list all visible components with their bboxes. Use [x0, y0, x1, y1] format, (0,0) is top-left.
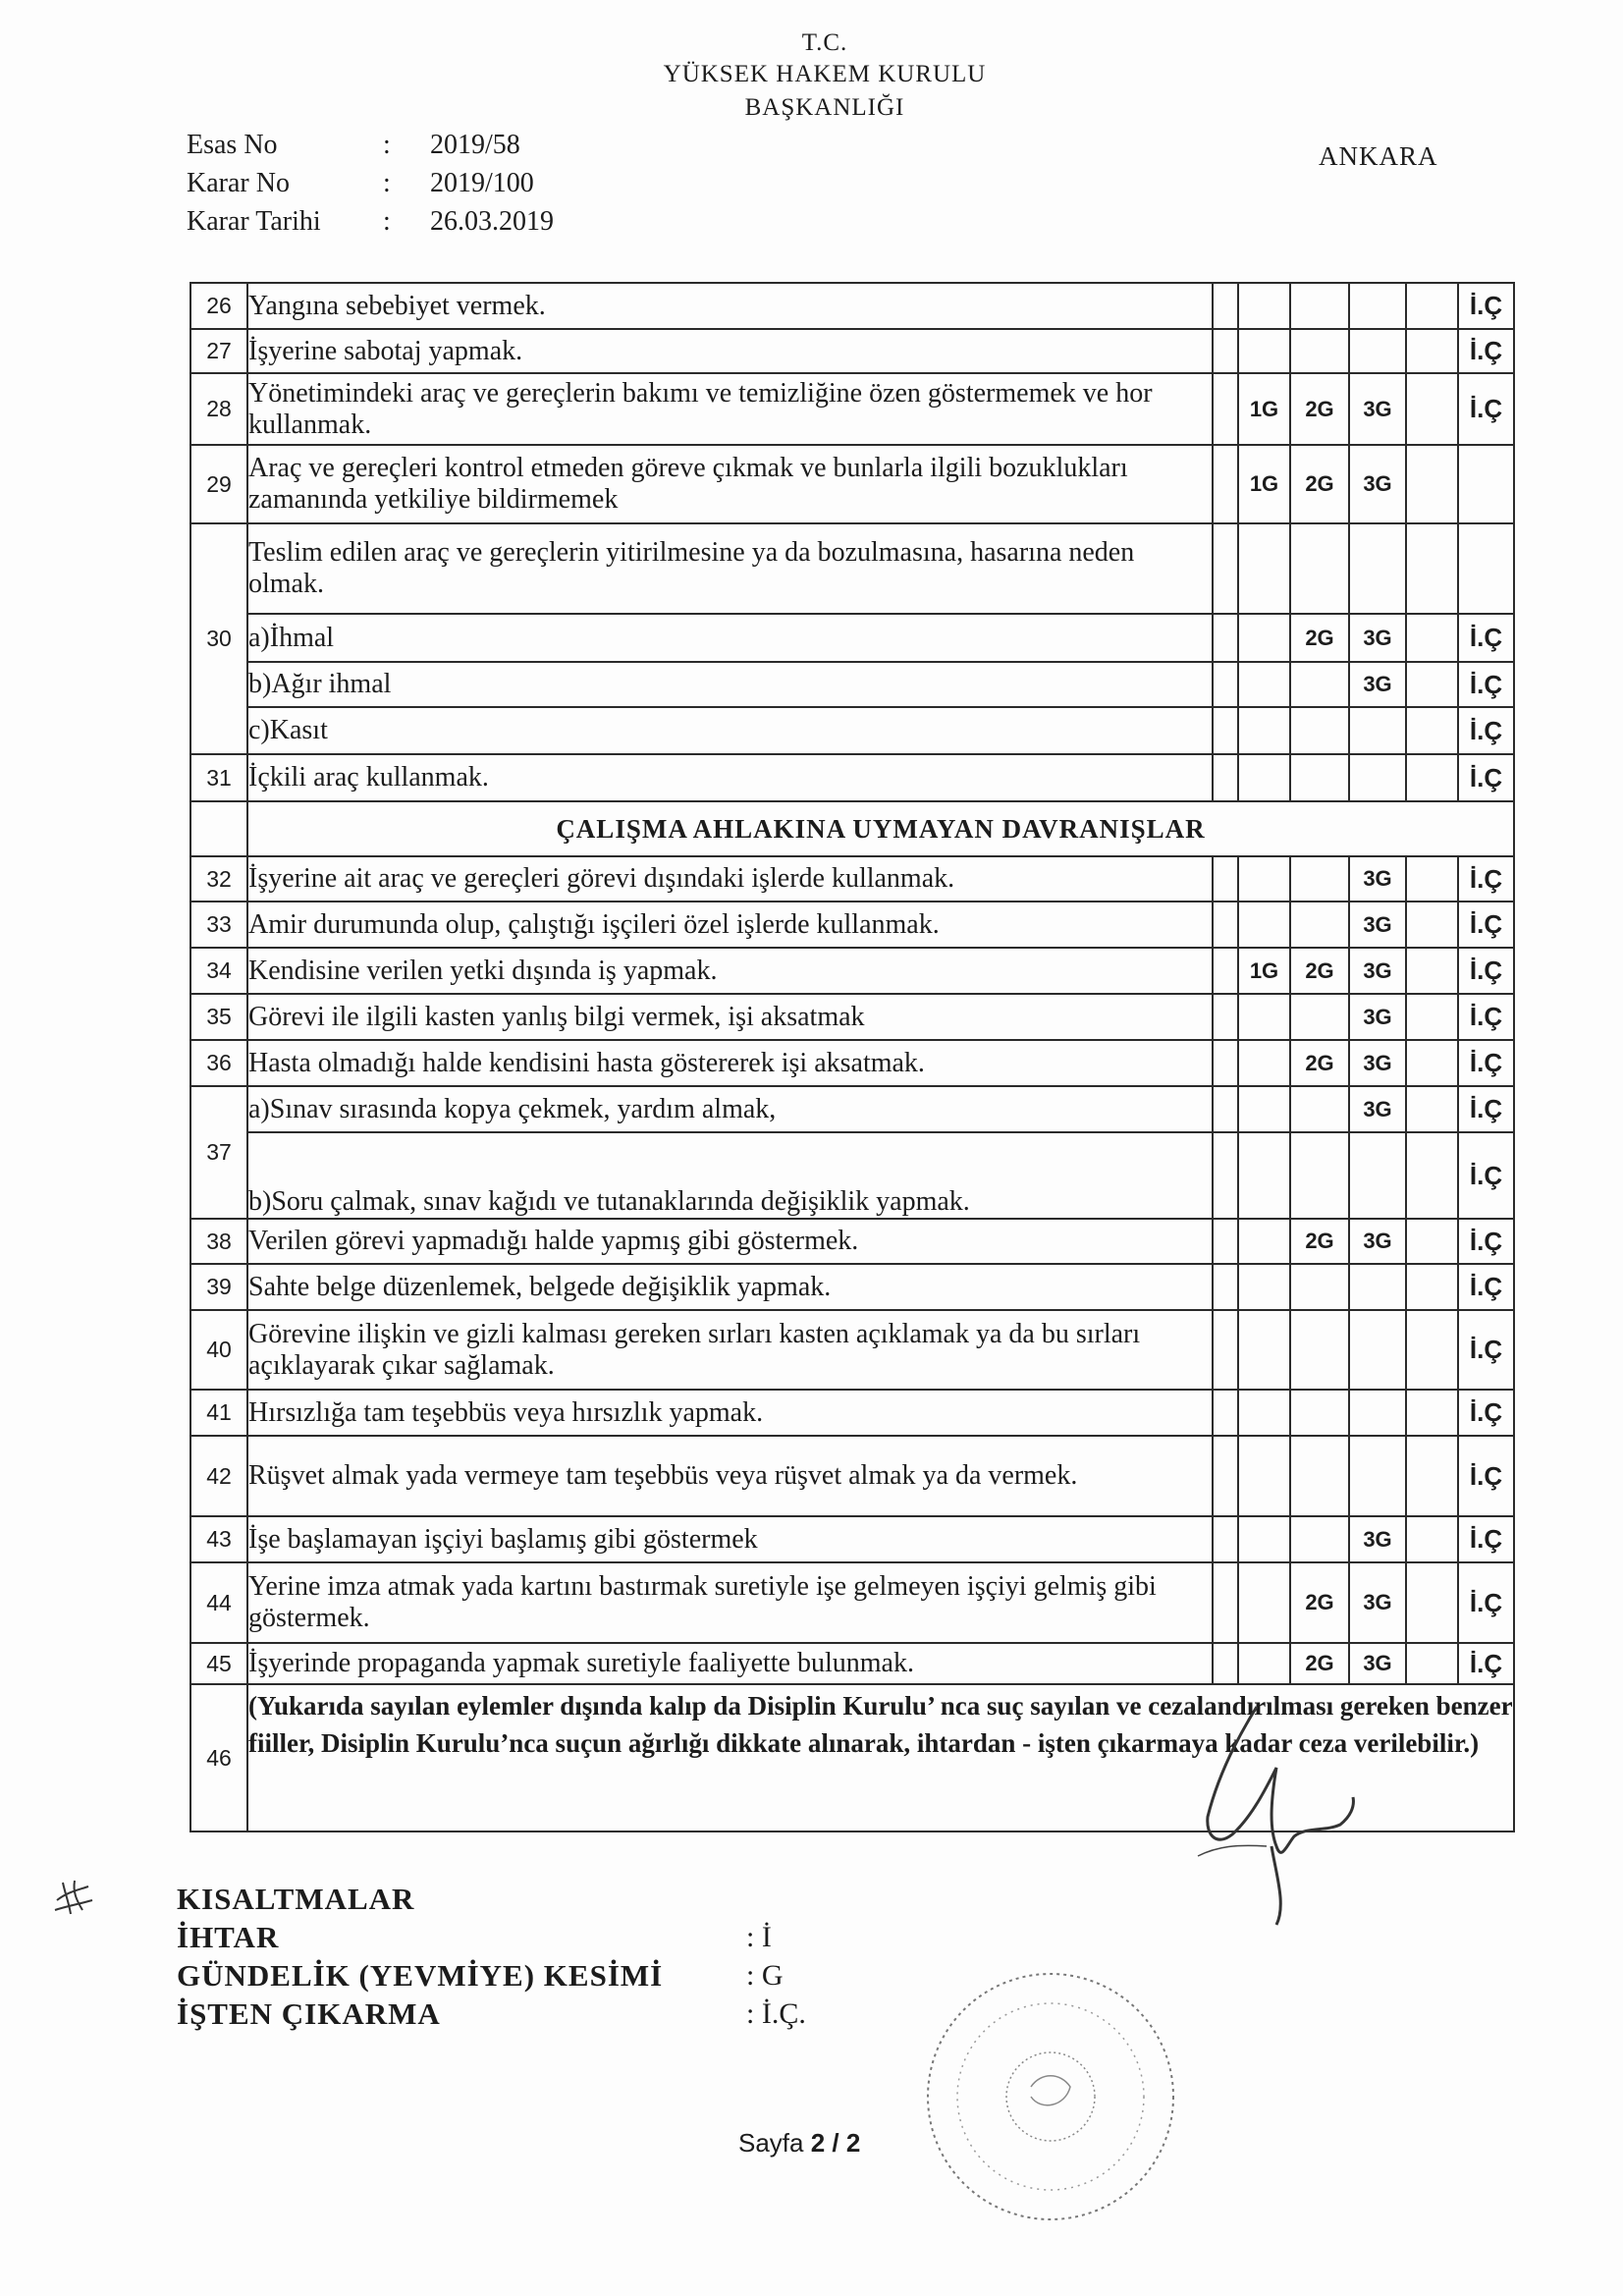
penalty-ic: İ.Ç	[1458, 1516, 1514, 1562]
row-text: Görevine ilişkin ve gizli kalması gereken sırları kasten açıklamak ya da bu sırları açıklayarak çıkar sağlamak.	[247, 1310, 1213, 1390]
penalty-ic: İ.Ç	[1458, 329, 1514, 373]
page-number: 2 / 2	[810, 2128, 861, 2158]
penalty-ic: İ.Ç	[1458, 902, 1514, 948]
table-row	[190, 707, 1514, 754]
table-row	[190, 523, 1514, 614]
penalty-ic: İ.Ç	[1458, 754, 1514, 801]
meta-sep: :	[383, 130, 391, 160]
table-row	[190, 1219, 1514, 1264]
penalty-1g	[1238, 1436, 1290, 1516]
penalty-1g	[1238, 1219, 1290, 1264]
row-text: Hırsızlığa tam teşebbüs veya hırsızlık yapmak.	[247, 1390, 1213, 1436]
penalty-1g	[1238, 994, 1290, 1040]
abbreviation-label: GÜNDELİK (YEVMİYE) KESİMİ	[177, 1958, 664, 1993]
penalty-1g	[1238, 707, 1290, 754]
signature-icon	[1178, 1699, 1375, 1935]
penalty-ic: İ.Ç	[1458, 1086, 1514, 1132]
section-row	[190, 801, 1514, 856]
penalty-1g	[1238, 1132, 1290, 1219]
official-stamp-icon	[903, 1949, 1198, 2244]
penalty-3g: 3G	[1349, 1086, 1406, 1132]
meta-row-esas	[187, 126, 554, 164]
meta-value: 2019/58	[430, 130, 520, 160]
penalty-3g: 3G	[1349, 1516, 1406, 1562]
penalty-3g	[1349, 1264, 1406, 1310]
penalty-3g	[1349, 329, 1406, 373]
header-city: ANKARA	[1319, 141, 1438, 171]
row-text: a)İhmal	[247, 614, 1213, 662]
penalty-3g: 3G	[1349, 662, 1406, 707]
penalty-2g: 2G	[1290, 1562, 1349, 1643]
penalty-ic	[1458, 523, 1514, 614]
penalty-ic: İ.Ç	[1458, 1219, 1514, 1264]
row-number: 36	[190, 1040, 247, 1086]
table-row	[190, 1643, 1514, 1684]
penalty-1g: 1G	[1238, 445, 1290, 523]
meta-sep: :	[383, 206, 391, 237]
penalty-ic: İ.Ç	[1458, 1562, 1514, 1643]
penalty-2g	[1290, 1516, 1349, 1562]
penalty-2g: 2G	[1290, 445, 1349, 523]
penalty-2g	[1290, 1390, 1349, 1436]
abbreviation-value: : G	[746, 1959, 784, 1992]
penalty-ic: İ.Ç	[1458, 1040, 1514, 1086]
table-row	[190, 283, 1514, 329]
table-row	[190, 1562, 1514, 1643]
row-text: İçkili araç kullanmak.	[247, 754, 1213, 801]
penalty-3g: 3G	[1349, 445, 1406, 523]
penalty-2g	[1290, 523, 1349, 614]
row-text: İşyerine ait araç ve gereçleri görevi dışındaki işlerde kullanmak.	[247, 856, 1213, 902]
meta-label: Karar No	[187, 168, 290, 198]
penalty-1g	[1238, 754, 1290, 801]
row-number: 40	[190, 1310, 247, 1390]
penalty-2g	[1290, 1264, 1349, 1310]
row-text: Hasta olmadığı halde kendisini hasta göstererek işi aksatmak.	[247, 1040, 1213, 1086]
table-row	[190, 1436, 1514, 1516]
penalty-2g: 2G	[1290, 373, 1349, 445]
row-number: 33	[190, 902, 247, 948]
table-row	[190, 445, 1514, 523]
row-text: Amir durumunda olup, çalıştığı işçileri özel işlerde kullanmak.	[247, 902, 1213, 948]
header-presidency: BAŞKANLIĞI	[744, 94, 905, 121]
row-text: c)Kasıt	[247, 707, 1213, 754]
penalty-2g	[1290, 707, 1349, 754]
row-text: Araç ve gereçleri kontrol etmeden göreve çıkmak ve bunlarla ilgili bozuklukları zamanında yetkiliye bildirmemek	[247, 445, 1213, 523]
meta-label: Karar Tarihi	[187, 206, 321, 237]
penalty-2g	[1290, 754, 1349, 801]
meta-value: 26.03.2019	[430, 206, 554, 237]
meta-sep: :	[383, 168, 391, 198]
row-number: 37	[190, 1086, 247, 1219]
abbreviations-block	[177, 1880, 663, 2033]
penalty-3g: 3G	[1349, 1040, 1406, 1086]
row-text: Yangına sebebiyet vermek.	[247, 283, 1213, 329]
table-row	[190, 754, 1514, 801]
penalty-1g	[1238, 1310, 1290, 1390]
penalty-1g	[1238, 1516, 1290, 1562]
penalty-ic: İ.Ç	[1458, 707, 1514, 754]
penalty-2g	[1290, 1310, 1349, 1390]
penalty-2g	[1290, 994, 1349, 1040]
penalty-2g	[1290, 902, 1349, 948]
penalty-ic: İ.Ç	[1458, 1436, 1514, 1516]
closing-note: (Yukarıda sayılan eylemler dışında kalıp da Disiplin Kurulu’ nca suç sayılan ve cezalandırılması gereken benzer fiiller, Disiplin Kurulu’nca suçun ağırlığı dikkate alınarak, ihtardan - işten çıkarmaya kadar ceza verilebilir.)	[247, 1684, 1514, 1831]
penalty-1g	[1238, 1643, 1290, 1684]
penalty-ic: İ.Ç	[1458, 1310, 1514, 1390]
penalty-2g: 2G	[1290, 1643, 1349, 1684]
penalty-2g	[1290, 283, 1349, 329]
row-text: Yerine imza atmak yada kartını bastırmak suretiyle işe gelmeyen işçiyi gelmiş gibi göstermek.	[247, 1562, 1213, 1643]
row-number: 35	[190, 994, 247, 1040]
row-text: Rüşvet almak yada vermeye tam teşebbüs veya rüşvet almak ya da vermek.	[247, 1436, 1213, 1516]
row-number: 42	[190, 1436, 247, 1516]
row-number: 43	[190, 1516, 247, 1562]
penalty-3g	[1349, 283, 1406, 329]
header-institution: YÜKSEK HAKEM KURULU	[663, 61, 987, 87]
case-meta	[187, 126, 554, 241]
row-number: 29	[190, 445, 247, 523]
discipline-table	[189, 282, 1515, 1832]
table-row	[190, 1516, 1514, 1562]
header-tc: T.C.	[801, 29, 848, 56]
penalty-1g	[1238, 1264, 1290, 1310]
row-text: Yönetimindeki araç ve gereçlerin bakımı ve temizliğine özen göstermemek ve hor kullanmak.	[247, 373, 1213, 445]
row-number: 27	[190, 329, 247, 373]
meta-row-tarih	[187, 202, 554, 241]
row-text: Sahte belge düzenlemek, belgede değişiklik yapmak.	[247, 1264, 1213, 1310]
penalty-2g	[1290, 1436, 1349, 1516]
page-footer-prefix: Sayfa	[738, 2128, 811, 2158]
row-text: İşyerine sabotaj yapmak.	[247, 329, 1213, 373]
row-text: Görevi ile ilgili kasten yanlış bilgi vermek, işi aksatmak	[247, 994, 1213, 1040]
penalty-1g	[1238, 662, 1290, 707]
penalty-1g	[1238, 856, 1290, 902]
penalty-ic: İ.Ç	[1458, 614, 1514, 662]
penalty-ic: İ.Ç	[1458, 948, 1514, 994]
table-row	[190, 948, 1514, 994]
table-row	[190, 1310, 1514, 1390]
table-row	[190, 1264, 1514, 1310]
penalty-1g	[1238, 614, 1290, 662]
penalty-1g	[1238, 1390, 1290, 1436]
penalty-3g	[1349, 1390, 1406, 1436]
penalty-ic: İ.Ç	[1458, 373, 1514, 445]
penalty-3g: 3G	[1349, 373, 1406, 445]
table-row	[190, 1086, 1514, 1132]
row-text: b)Soru çalmak, sınav kağıdı ve tutanaklarında değişiklik yapmak.	[247, 1132, 1213, 1219]
penalty-ic: İ.Ç	[1458, 1643, 1514, 1684]
penalty-2g: 2G	[1290, 1040, 1349, 1086]
table-row	[190, 1040, 1514, 1086]
penalty-3g	[1349, 523, 1406, 614]
row-number: 45	[190, 1643, 247, 1684]
penalty-2g: 2G	[1290, 614, 1349, 662]
penalty-3g: 3G	[1349, 1219, 1406, 1264]
penalty-3g	[1349, 1436, 1406, 1516]
row-number: 28	[190, 373, 247, 445]
penalty-3g	[1349, 1132, 1406, 1219]
penalty-2g	[1290, 856, 1349, 902]
penalty-1g	[1238, 1562, 1290, 1643]
penalty-1g	[1238, 523, 1290, 614]
section-title: ÇALIŞMA AHLAKINA UYMAYAN DAVRANIŞLAR	[247, 801, 1514, 856]
penalty-2g	[1290, 1132, 1349, 1219]
row-text: b)Ağır ihmal	[247, 662, 1213, 707]
penalty-ic: İ.Ç	[1458, 994, 1514, 1040]
table-row	[190, 614, 1514, 662]
penalty-ic: İ.Ç	[1458, 283, 1514, 329]
abbreviations-title: KISALTMALAR	[177, 1882, 415, 1916]
penalty-3g: 3G	[1349, 614, 1406, 662]
penalty-ic: İ.Ç	[1458, 1390, 1514, 1436]
row-number: 41	[190, 1390, 247, 1436]
abbreviation-value: : İ	[746, 1921, 772, 1953]
abbreviation-values	[746, 1918, 806, 2033]
table-row	[190, 329, 1514, 373]
penalty-ic: İ.Ç	[1458, 1264, 1514, 1310]
row-number: 31	[190, 754, 247, 801]
penalty-1g: 1G	[1238, 948, 1290, 994]
penalty-3g	[1349, 1310, 1406, 1390]
penalty-3g: 3G	[1349, 1643, 1406, 1684]
meta-value: 2019/100	[430, 168, 534, 198]
row-number: 30	[190, 523, 247, 754]
penalty-3g: 3G	[1349, 948, 1406, 994]
penalty-ic: İ.Ç	[1458, 856, 1514, 902]
row-number: 38	[190, 1219, 247, 1264]
penalty-3g	[1349, 707, 1406, 754]
penalty-3g: 3G	[1349, 856, 1406, 902]
penalty-1g	[1238, 902, 1290, 948]
table-row	[190, 902, 1514, 948]
penalty-ic: İ.Ç	[1458, 662, 1514, 707]
row-number: 34	[190, 948, 247, 994]
row-number: 26	[190, 283, 247, 329]
row-number: 46	[190, 1684, 247, 1831]
penalty-2g	[1290, 1086, 1349, 1132]
row-text: a)Sınav sırasında kopya çekmek, yardım almak,	[247, 1086, 1213, 1132]
penalty-1g	[1238, 1040, 1290, 1086]
penalty-ic: İ.Ç	[1458, 1132, 1514, 1219]
penalty-2g: 2G	[1290, 1219, 1349, 1264]
row-number: 44	[190, 1562, 247, 1643]
meta-row-karar	[187, 164, 554, 202]
abbreviation-label: İHTAR	[177, 1920, 280, 1954]
page-footer	[738, 2128, 860, 2159]
row-text: İşe başlamayan işçiyi başlamış gibi göstermek	[247, 1516, 1213, 1562]
penalty-1g	[1238, 329, 1290, 373]
penalty-3g: 3G	[1349, 994, 1406, 1040]
penalty-3g	[1349, 754, 1406, 801]
table-row	[190, 1132, 1514, 1219]
row-text: Teslim edilen araç ve gereçlerin yitirilmesine ya da bozulmasına, hasarına neden olmak.	[247, 523, 1213, 614]
abbreviation-label: İŞTEN ÇIKARMA	[177, 1996, 441, 2031]
row-text: Verilen görevi yapmadığı halde yapmış gibi göstermek.	[247, 1219, 1213, 1264]
penalty-1g	[1238, 1086, 1290, 1132]
table-row	[190, 856, 1514, 902]
penalty-3g: 3G	[1349, 902, 1406, 948]
meta-label: Esas No	[187, 130, 278, 160]
row-text: İşyerinde propaganda yapmak suretiyle faaliyette bulunmak.	[247, 1643, 1213, 1684]
penalty-1g	[1238, 283, 1290, 329]
penalty-1g: 1G	[1238, 373, 1290, 445]
initial-mark-icon	[49, 1871, 98, 1920]
row-number: 39	[190, 1264, 247, 1310]
table-row	[190, 1390, 1514, 1436]
penalty-ic	[1458, 445, 1514, 523]
penalty-3g: 3G	[1349, 1562, 1406, 1643]
row-text: Kendisine verilen yetki dışında iş yapmak.	[247, 948, 1213, 994]
abbreviation-value: : İ.Ç.	[746, 1997, 806, 2030]
row-number: 32	[190, 856, 247, 902]
table-row	[190, 662, 1514, 707]
table-row	[190, 994, 1514, 1040]
penalty-2g	[1290, 329, 1349, 373]
table-row	[190, 373, 1514, 445]
penalty-2g: 2G	[1290, 948, 1349, 994]
penalty-2g	[1290, 662, 1349, 707]
